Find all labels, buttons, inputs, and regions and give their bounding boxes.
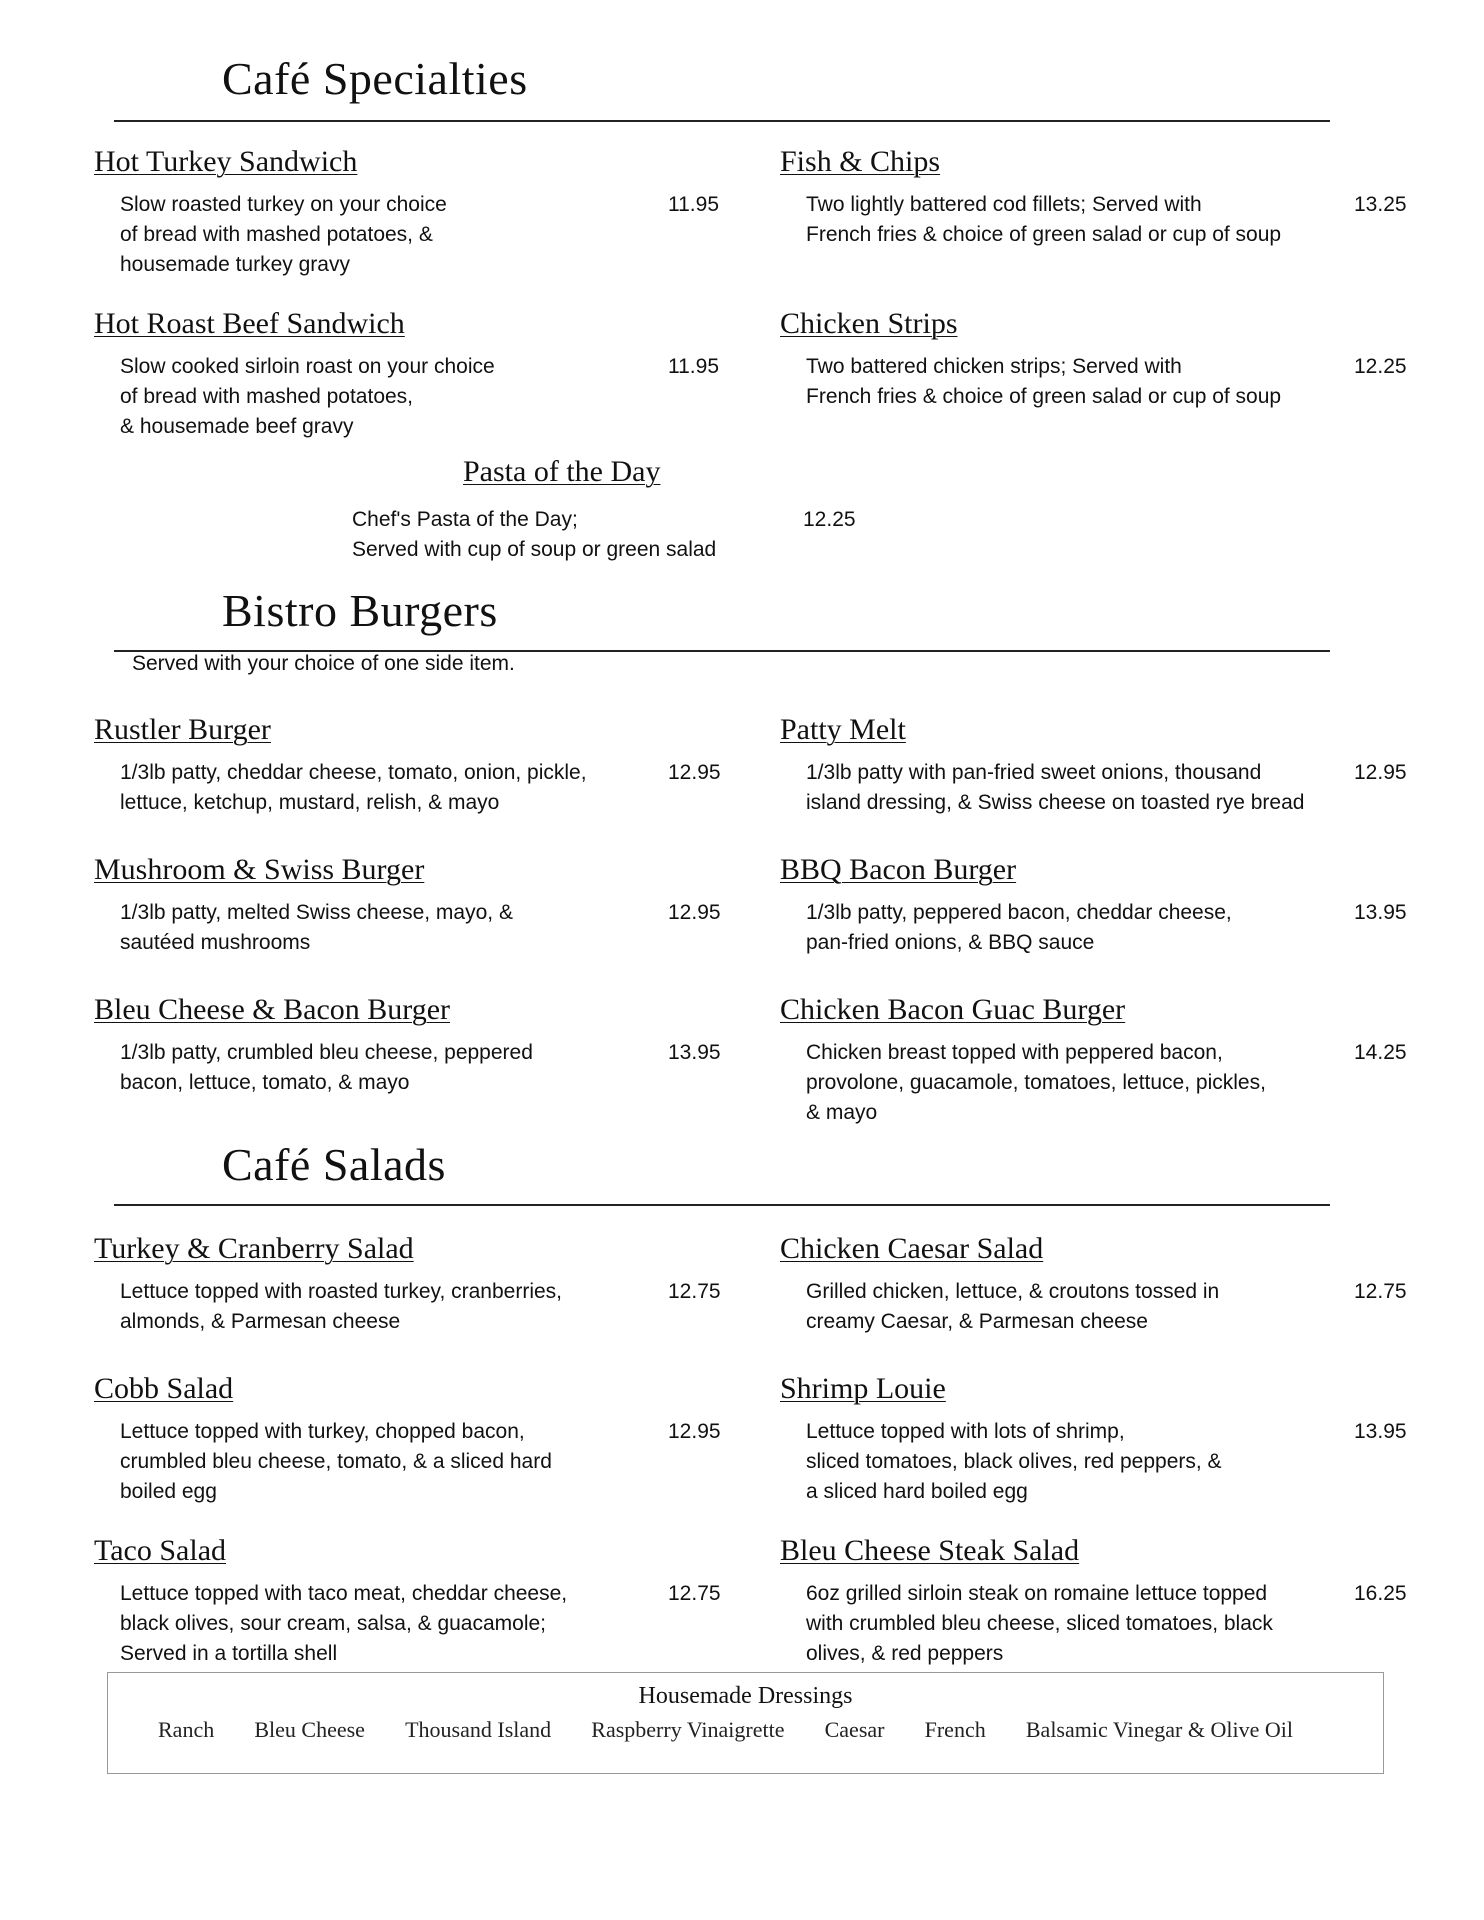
item-description: Two lightly battered cod fillets; Served with French fries & choice of green salad or cup of soup — [806, 193, 1282, 246]
item-description: Lettuce topped with roasted turkey, cranberries, almonds, & Parmesan cheese — [120, 1280, 563, 1333]
item-description: 1/3lb patty, crumbled bleu cheese, peppered bacon, lettuce, tomato, & mayo — [120, 1041, 533, 1094]
item-price: 12.95 — [1354, 761, 1407, 784]
item-price: 12.75 — [1354, 1280, 1407, 1303]
menu-item — [94, 145, 719, 276]
item-price: 12.95 — [668, 761, 721, 784]
item-name: Patty Melt — [780, 713, 906, 746]
item-description: Grilled chicken, lettuce, & croutons tossed in creamy Caesar, & Parmesan cheese — [806, 1280, 1220, 1333]
dressing-item: Ranch — [158, 1717, 215, 1742]
item-name: Hot Roast Beef Sandwich — [94, 307, 405, 340]
dressings-box — [107, 1672, 1384, 1774]
item-name: Bleu Cheese Steak Salad — [780, 1534, 1080, 1567]
item-price: 11.95 — [668, 193, 719, 216]
menu-item — [94, 1372, 721, 1503]
item-price: 14.25 — [1354, 1041, 1407, 1064]
menu-item — [780, 713, 1407, 814]
item-name: Fish & Chips — [780, 145, 941, 178]
dressing-item: Thousand Island — [405, 1717, 552, 1742]
item-price: 16.25 — [1354, 1582, 1407, 1605]
item-name: Turkey & Cranberry Salad — [94, 1232, 414, 1265]
menu-item — [780, 307, 1407, 408]
item-name: Chicken Caesar Salad — [780, 1232, 1044, 1265]
menu-item — [94, 307, 719, 438]
menu-item — [780, 145, 1407, 246]
pasta-of-the-day-price: 12.25 — [803, 508, 856, 531]
dressing-item: Raspberry Vinaigrette — [591, 1717, 785, 1742]
section-divider — [114, 120, 1330, 122]
menu-item — [780, 993, 1407, 1124]
item-name: Shrimp Louie — [780, 1372, 946, 1405]
item-price: 12.95 — [668, 1420, 721, 1443]
item-description: Slow roasted turkey on your choice of bread with mashed potatoes, & housemade turkey gravy — [120, 193, 447, 276]
item-name: BBQ Bacon Burger — [780, 853, 1017, 886]
item-description: Slow cooked sirloin roast on your choice of bread with mashed potatoes, & housemade beef gravy — [120, 355, 495, 438]
item-name: Cobb Salad — [94, 1372, 234, 1405]
item-description: 1/3lb patty, peppered bacon, cheddar cheese, pan-fried onions, & BBQ sauce — [806, 901, 1232, 954]
section-title-salads: Café Salads — [222, 1139, 446, 1190]
item-price: 12.75 — [668, 1280, 721, 1303]
dressings-title: Housemade Dressings — [638, 1683, 853, 1709]
menu-item — [780, 1534, 1407, 1665]
pasta-of-the-day-name: Pasta of the Day — [463, 455, 661, 488]
section-title-specialties: Café Specialties — [222, 53, 528, 104]
item-name: Chicken Bacon Guac Burger — [780, 993, 1126, 1026]
item-description: Lettuce topped with taco meat, cheddar cheese, black olives, sour cream, salsa, & guacamole; Served in a tortilla shell — [120, 1582, 568, 1665]
item-description: Lettuce topped with lots of shrimp, sliced tomatoes, black olives, red peppers, & a sliced hard boiled egg — [806, 1420, 1222, 1503]
item-name: Bleu Cheese & Bacon Burger — [94, 993, 451, 1026]
item-description: Lettuce topped with turkey, chopped bacon, crumbled bleu cheese, tomato, & a sliced hard boiled egg — [120, 1420, 552, 1503]
item-description: 6oz grilled sirloin steak on romaine lettuce topped with crumbled bleu cheese, sliced tomatoes, black olives, & red peppers — [806, 1582, 1273, 1665]
item-price: 13.25 — [1354, 193, 1407, 216]
item-description: 1/3lb patty, cheddar cheese, tomato, onion, pickle, lettuce, ketchup, mustard, relish, & mayo — [120, 761, 587, 814]
section-title-burgers: Bistro Burgers — [222, 585, 498, 636]
menu-item — [94, 853, 721, 954]
dressings-list — [158, 1717, 1293, 1743]
item-price: 11.95 — [668, 355, 719, 378]
menu-item — [94, 993, 721, 1094]
item-price: 13.95 — [1354, 1420, 1407, 1443]
menu-item — [94, 1534, 721, 1665]
dressing-item: Caesar — [824, 1717, 885, 1742]
menu-item — [780, 1372, 1407, 1503]
item-name: Chicken Strips — [780, 307, 958, 340]
item-description: Chicken breast topped with peppered bacon, provolone, guacamole, tomatoes, lettuce, pickles, & mayo — [806, 1041, 1266, 1124]
item-price: 12.95 — [668, 901, 721, 924]
item-price: 13.95 — [1354, 901, 1407, 924]
menu-item — [780, 1232, 1407, 1333]
menu-item — [94, 713, 721, 814]
section-divider — [114, 1204, 1330, 1206]
item-price: 12.75 — [668, 1582, 721, 1605]
dressing-item: French — [924, 1717, 986, 1742]
item-name: Taco Salad — [94, 1534, 227, 1567]
dressing-item: Bleu Cheese — [254, 1717, 365, 1742]
item-price: 13.95 — [668, 1041, 721, 1064]
item-name: Hot Turkey Sandwich — [94, 145, 358, 178]
item-name: Mushroom & Swiss Burger — [94, 853, 425, 886]
item-description: 1/3lb patty, melted Swiss cheese, mayo, & sautéed mushrooms — [120, 901, 513, 954]
item-price: 12.25 — [1354, 355, 1407, 378]
item-name: Rustler Burger — [94, 713, 271, 746]
section-subtitle: Served with your choice of one side item. — [132, 652, 515, 675]
dressing-item: Balsamic Vinegar & Olive Oil — [1025, 1717, 1293, 1742]
menu-item — [94, 1232, 721, 1333]
item-description: Two battered chicken strips; Served with French fries & choice of green salad or cup of soup — [806, 355, 1282, 408]
menu-item — [780, 853, 1407, 954]
item-description: 1/3lb patty with pan-fried sweet onions, thousand island dressing, & Swiss cheese on toasted rye bread — [806, 761, 1305, 814]
pasta-of-the-day-description: Chef's Pasta of the Day; Served with cup of soup or green salad — [352, 508, 717, 561]
